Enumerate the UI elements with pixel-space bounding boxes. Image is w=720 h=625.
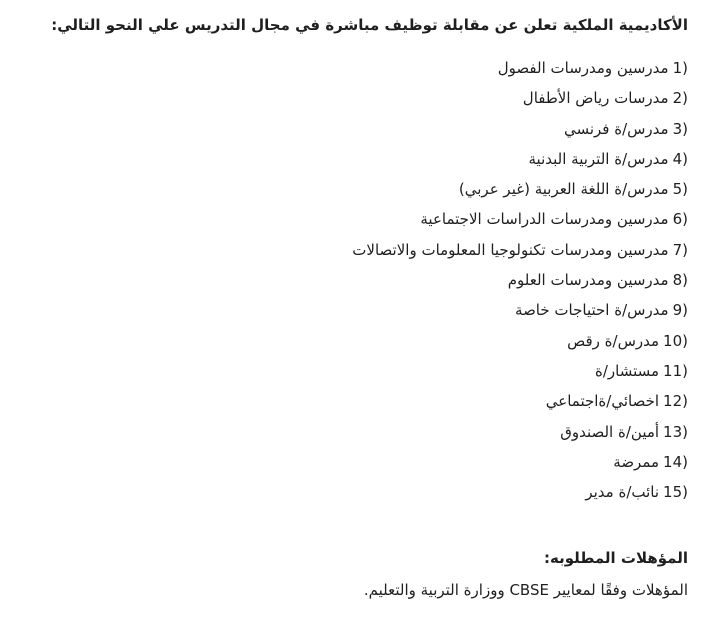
job-number: 11) — [663, 361, 688, 380]
job-item — [32, 477, 688, 507]
job-number: 13) — [663, 422, 688, 441]
job-item — [32, 417, 688, 447]
job-title: اخصائي/ةاجتماعي — [545, 392, 660, 411]
job-number: 5) — [672, 180, 688, 199]
job-number: 15) — [663, 483, 688, 502]
job-title: مدرسين ومدرسات تكنولوجيا المعلومات والاتصالات — [352, 240, 669, 259]
job-item — [32, 235, 688, 265]
job-item — [32, 204, 688, 234]
job-item — [32, 174, 688, 204]
job-title: مستشار/ة — [594, 361, 660, 380]
announcement-heading: الأكاديمية الملكية تعلن عن مقابلة توظيف مباشرة في مجال التدريس علي النحو التالي: — [51, 16, 688, 34]
job-title: مدرسين ومدرسات الفصول — [497, 59, 669, 77]
job-title: أمين/ة الصندوق — [560, 422, 660, 441]
job-number: 1) — [672, 59, 688, 77]
job-list — [32, 53, 688, 507]
job-announcement — [32, 14, 688, 603]
job-item — [32, 326, 688, 356]
job-title: مدرسين ومدرسات الدراسات الاجتماعية — [420, 210, 669, 229]
qualifications-text: المؤهلات وفقًا لمعايير CBSE ووزارة التربية والتعليم. — [363, 581, 688, 600]
job-title: مدرس/ة اللغة العربية (غير عربي) — [458, 180, 669, 199]
job-title: مدرس/ة فرنسي — [563, 119, 669, 138]
job-item — [32, 356, 688, 386]
job-number: 12) — [663, 392, 688, 411]
job-item — [32, 265, 688, 295]
job-number: 6) — [672, 210, 688, 229]
job-item — [32, 144, 688, 174]
job-title: مدرس/ة رقص — [567, 331, 660, 350]
job-number: 3) — [672, 119, 688, 138]
job-title: ممرضة — [613, 452, 660, 471]
job-number: 7) — [672, 240, 688, 259]
job-title: نائب/ة مدير — [585, 483, 660, 502]
job-title: مدرسات رياض الأطفال — [522, 89, 669, 108]
job-item — [32, 386, 688, 416]
job-number: 8) — [672, 271, 688, 290]
job-number: 2) — [672, 89, 688, 108]
job-item — [32, 53, 688, 83]
job-item — [32, 114, 688, 144]
job-item — [32, 295, 688, 325]
job-title: مدرس/ة التربية البدنية — [528, 149, 669, 168]
job-number: 4) — [672, 149, 688, 168]
job-number: 9) — [672, 301, 688, 320]
job-item — [32, 447, 688, 477]
job-number: 10) — [663, 331, 688, 350]
job-item — [32, 83, 688, 113]
job-number: 14) — [663, 452, 688, 471]
qualifications-heading: المؤهلات المطلوبه: — [543, 549, 688, 568]
job-title: مدرس/ة احتياجات خاصة — [515, 301, 669, 320]
job-title: مدرسين ومدرسات العلوم — [507, 271, 669, 290]
